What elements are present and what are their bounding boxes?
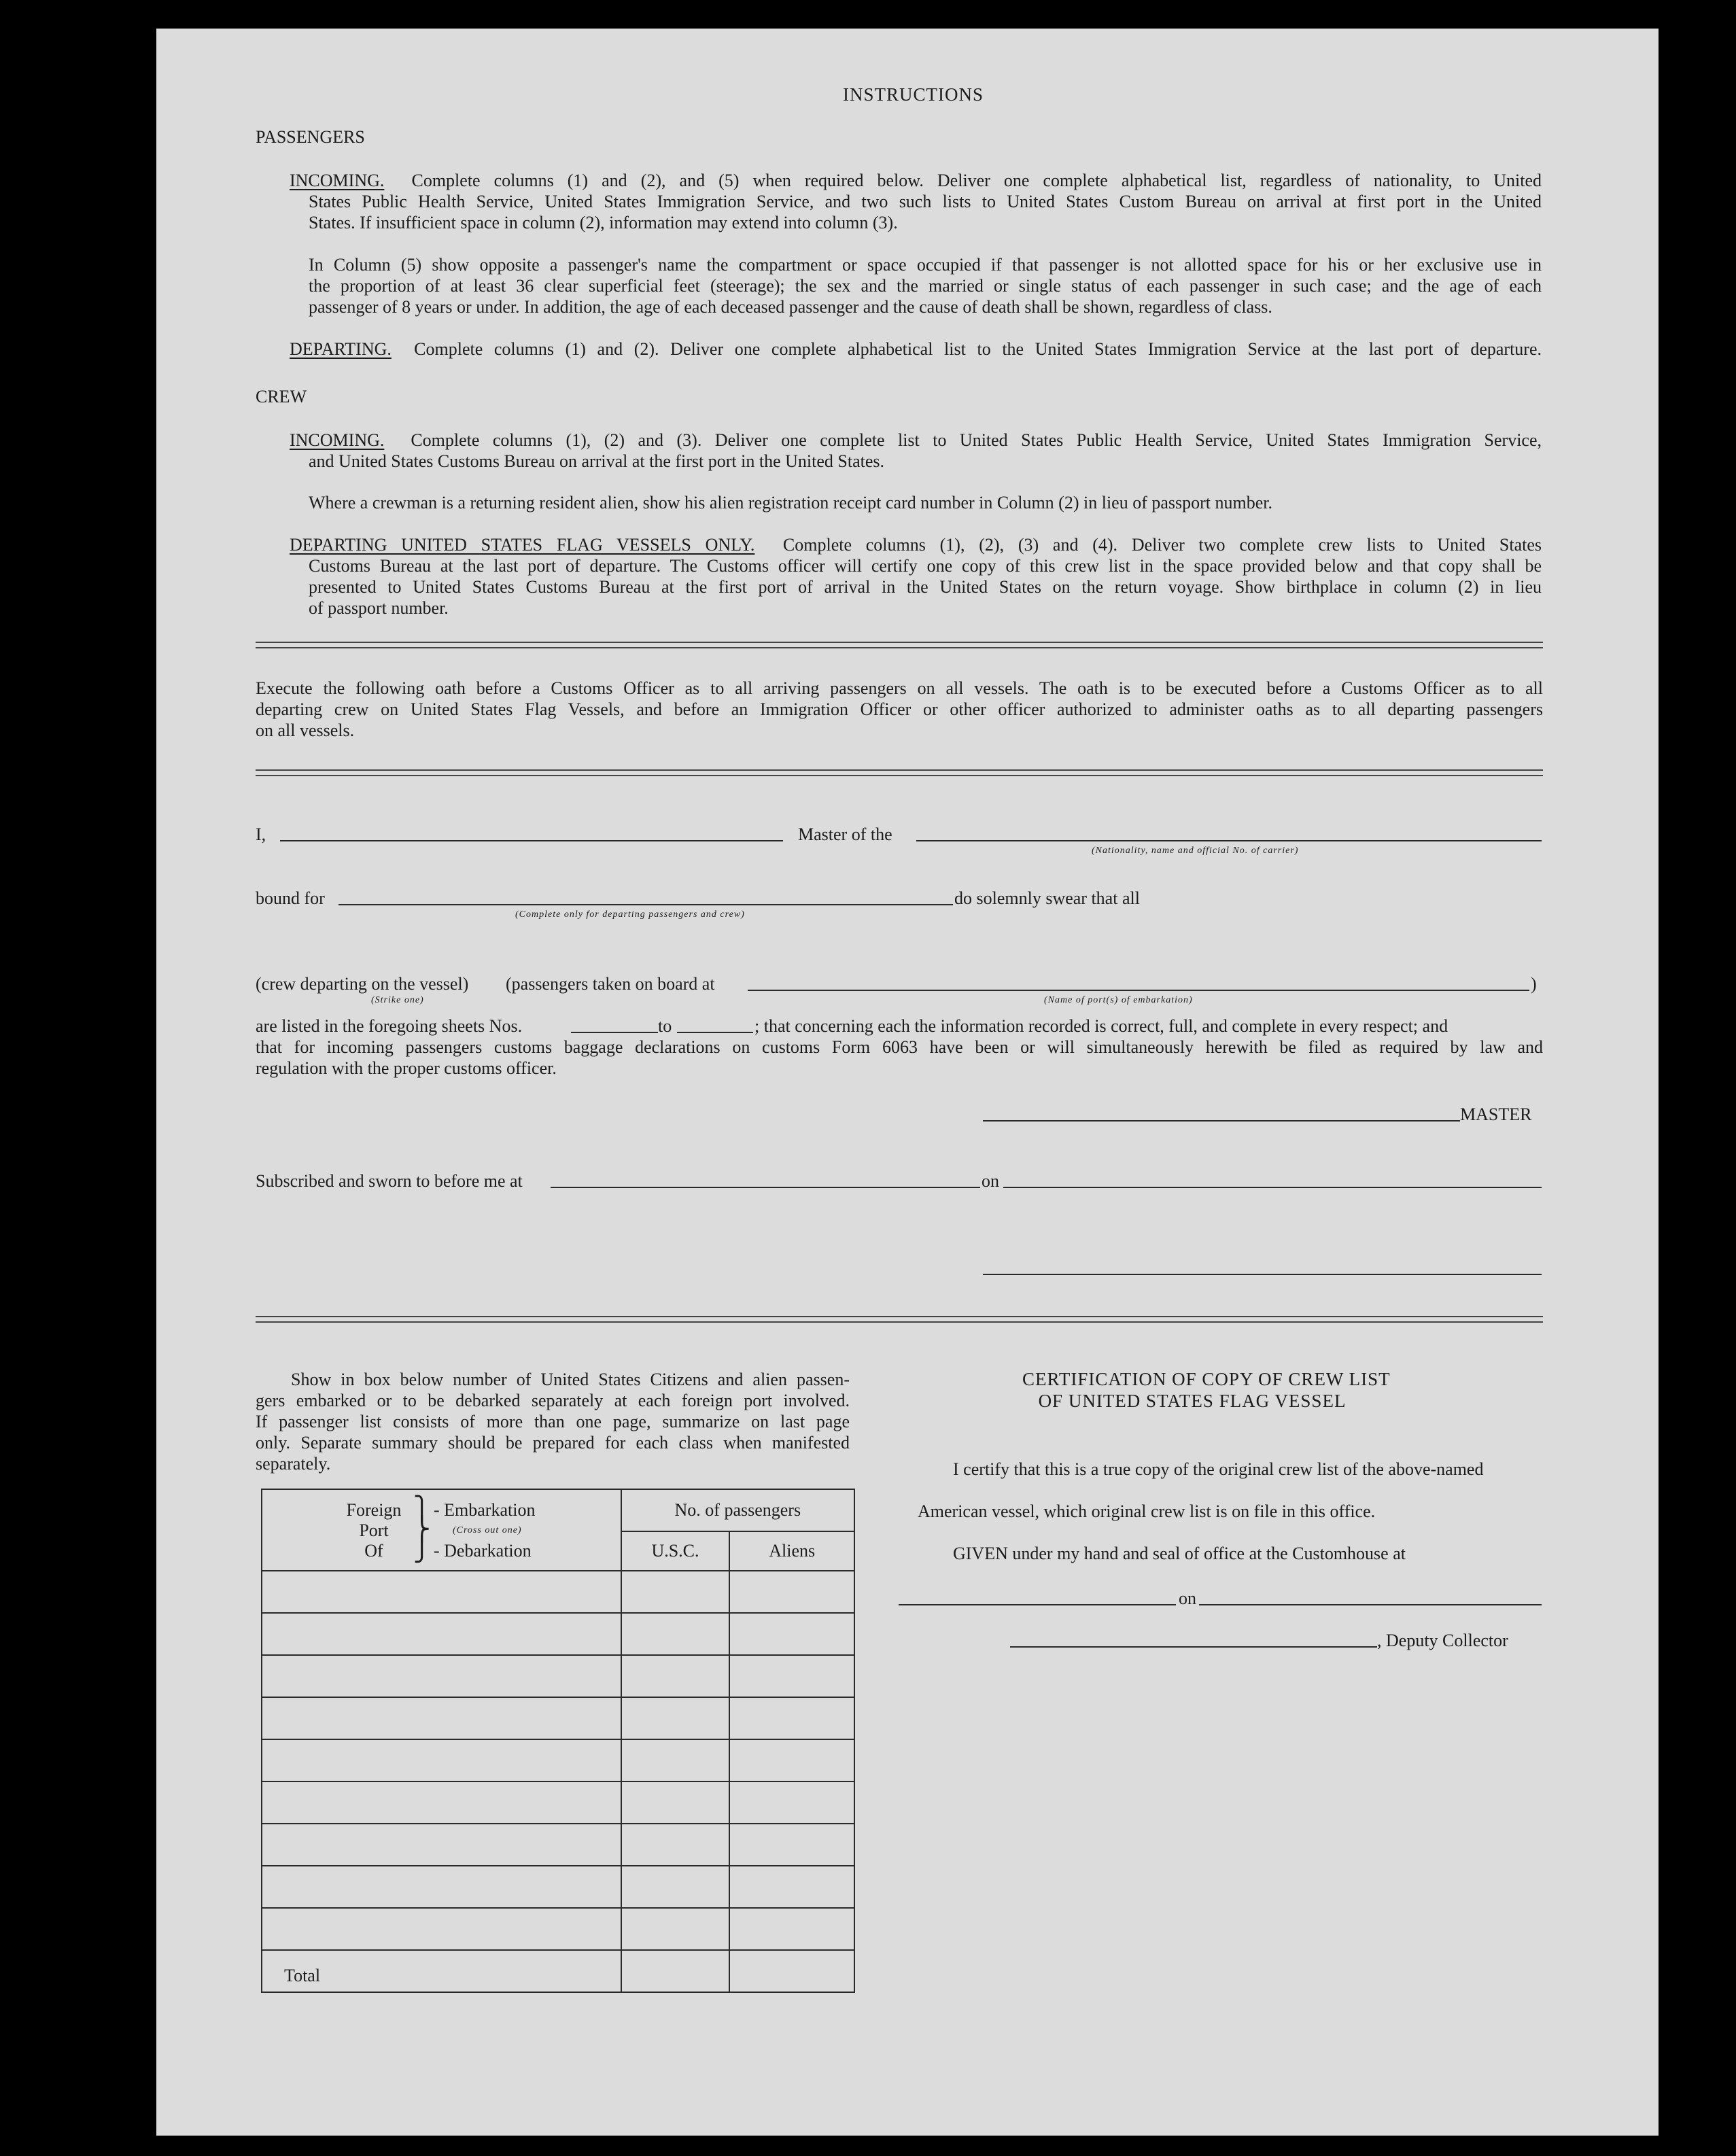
crew-heading: CREW bbox=[256, 387, 307, 406]
certify-line-2: American vessel, which original crew list is on file in this office. bbox=[918, 1501, 1376, 1521]
port-cell[interactable] bbox=[262, 1781, 621, 1824]
sheet-from-field[interactable] bbox=[571, 1032, 658, 1033]
listed-line: regulation with the proper customs officer. bbox=[256, 1058, 557, 1078]
table-row bbox=[262, 1697, 854, 1739]
crew-incoming-cont bbox=[309, 451, 1542, 472]
customhouse-place-field[interactable] bbox=[899, 1604, 1176, 1605]
port-cell[interactable] bbox=[262, 1697, 621, 1739]
port-cell[interactable] bbox=[262, 1613, 621, 1655]
embarkation-port-field[interactable] bbox=[748, 990, 1529, 991]
aliens-cell[interactable] bbox=[729, 1824, 854, 1866]
on-label: on bbox=[982, 1171, 999, 1191]
close-paren: ) bbox=[1531, 974, 1537, 994]
passengers-departing-label: DEPARTING. bbox=[290, 339, 392, 359]
carrier-caption: (Nationality, name and official No. of carrier) bbox=[1092, 846, 1299, 856]
usc-cell[interactable] bbox=[621, 1697, 730, 1739]
column5-line: In Column (5) show opposite a passenger's name the compartment or space occupied if that passenger is not allotted space for his or her exclusive use in bbox=[309, 255, 1542, 275]
listed-continuation: ; that concerning each the information recorded is correct, full, and complete in every respect; and bbox=[754, 1016, 1448, 1036]
crew-departing-line: Complete columns (1), (2), (3) and (4). Deliver two complete crew lists to United States bbox=[782, 535, 1542, 555]
form-sheet bbox=[156, 29, 1659, 2136]
aliens-cell[interactable] bbox=[729, 1571, 854, 1613]
total-row bbox=[262, 1950, 854, 1992]
table-row bbox=[262, 1739, 854, 1781]
passengers-incoming-cont bbox=[309, 191, 1542, 233]
port-cell[interactable] bbox=[262, 1571, 621, 1613]
usc-cell[interactable] bbox=[621, 1655, 730, 1697]
aliens-header: Aliens bbox=[729, 1531, 854, 1571]
total-label: Total bbox=[262, 1950, 621, 1992]
port-header-cell bbox=[262, 1489, 621, 1571]
no-passengers-header: No. of passengers bbox=[621, 1489, 854, 1531]
master-signature-field[interactable] bbox=[983, 1120, 1460, 1122]
crew-departing-label: DEPARTING UNITED STATES FLAG VESSELS ONLY. bbox=[290, 535, 755, 555]
column5-line: the proportion of at least 36 clear superficial feet (steerage); the sex and the married or single status of each passenger in such case; and the age of each bbox=[309, 276, 1542, 296]
sworn-place-field[interactable] bbox=[551, 1187, 980, 1188]
table-row bbox=[262, 1655, 854, 1697]
listed-label: are listed in the foregoing sheets Nos. bbox=[256, 1016, 523, 1036]
embarkation-label[interactable]: - Embarkation bbox=[434, 1500, 536, 1520]
usc-cell[interactable] bbox=[621, 1908, 730, 1950]
crew-returning-text: Where a crewman is a returning resident alien, show his alien registration receipt card number in Column (2) in lieu of passport number. bbox=[309, 493, 1273, 512]
passengers-taken-option: (passengers taken on board at bbox=[506, 974, 715, 994]
usc-cell[interactable] bbox=[621, 1739, 730, 1781]
table-row bbox=[262, 1866, 854, 1908]
aliens-cell[interactable] bbox=[729, 1739, 854, 1781]
certification-title-2: OF UNITED STATES FLAG VESSEL bbox=[1038, 1391, 1347, 1411]
page-title: INSTRUCTIONS bbox=[843, 84, 984, 105]
carrier-field[interactable] bbox=[916, 840, 1542, 841]
column5-instructions bbox=[309, 254, 1542, 317]
oath-intro-line: Execute the following oath before a Customs Officer as to all arriving passengers on all vessels. The oath is to be executed before a Customs Officer as to all bbox=[256, 678, 1543, 698]
aliens-cell[interactable] bbox=[729, 1697, 854, 1739]
deputy-collector-signature-field[interactable] bbox=[1010, 1646, 1377, 1648]
aliens-total-cell[interactable] bbox=[729, 1950, 854, 1992]
passengers-departing-line: Complete columns (1) and (2). Deliver one complete alphabetical list to the United States Immigration Service at the last port of departure. bbox=[414, 339, 1542, 359]
certify-line-3: GIVEN under my hand and seal of office at the Customhouse at bbox=[953, 1544, 1406, 1563]
port-cell[interactable] bbox=[262, 1739, 621, 1781]
to-label: to bbox=[658, 1016, 672, 1036]
oath-intro-line: on all vessels. bbox=[256, 720, 355, 740]
port-cell[interactable] bbox=[262, 1908, 621, 1950]
listed-line: that for incoming passengers customs baggage declarations on customs Form 6063 have been or will simultaneously herewith be filed as required by law and bbox=[256, 1037, 1543, 1057]
passengers-incoming-line: Complete columns (1) and (2), and (5) when required below. Deliver one complete alphabetical list, regardless of nationality, to United bbox=[411, 171, 1542, 190]
passengers-incoming-text bbox=[290, 170, 1542, 191]
bound-for-label: bound for bbox=[256, 888, 325, 908]
port-caption: (Name of port(s) of embarkation) bbox=[1044, 995, 1193, 1005]
sheet-to-field[interactable] bbox=[677, 1032, 753, 1033]
debarkation-label[interactable]: - Debarkation bbox=[434, 1541, 532, 1561]
crew-incoming-line: Complete columns (1), (2) and (3). Deliver one complete list to United States Public Health Service, United States Immigration Service, bbox=[411, 430, 1542, 450]
aliens-cell[interactable] bbox=[729, 1613, 854, 1655]
sworn-date-field[interactable] bbox=[1003, 1187, 1542, 1188]
port-label: Port bbox=[359, 1520, 389, 1540]
certify-line-1: I certify that this is a true copy of the original crew list of the above-named bbox=[953, 1459, 1484, 1479]
oath-intro bbox=[256, 678, 1543, 741]
crew-departing-line: of passport number. bbox=[309, 598, 449, 618]
listed-text bbox=[256, 1037, 1543, 1079]
officer-signature-field[interactable] bbox=[983, 1274, 1542, 1275]
usc-cell[interactable] bbox=[621, 1781, 730, 1824]
crew-departing-line: Customs Bureau at the last port of departure. The Customs officer will certify one copy of this crew list in the space provided below and that copy shall be bbox=[309, 556, 1542, 576]
summary-line: If passenger list consists of more than one page, summarize on last page bbox=[256, 1412, 850, 1431]
foreign-label: Foreign bbox=[346, 1500, 402, 1520]
double-rule bbox=[256, 642, 1543, 648]
crew-departing-text bbox=[290, 534, 1542, 555]
cross-out-caption: (Cross out one) bbox=[453, 1525, 522, 1535]
column5-line: passenger of 8 years or under. In addition, the age of each deceased passenger and the cause of death shall be shown, regardless of class. bbox=[309, 297, 1272, 317]
double-rule bbox=[256, 769, 1543, 776]
aliens-cell[interactable] bbox=[729, 1866, 854, 1908]
double-rule bbox=[256, 1316, 1543, 1323]
summary-instructions bbox=[256, 1369, 850, 1474]
usc-header: U.S.C. bbox=[621, 1531, 730, 1571]
usc-cell[interactable] bbox=[621, 1824, 730, 1866]
brace-icon: ⎭ bbox=[413, 1537, 431, 1563]
port-cell[interactable] bbox=[262, 1866, 621, 1908]
table-row bbox=[262, 1613, 854, 1655]
certification-title-1: CERTIFICATION OF COPY OF CREW LIST bbox=[1022, 1369, 1391, 1389]
bound-caption: (Complete only for departing passengers and crew) bbox=[515, 909, 745, 920]
bound-for-field[interactable] bbox=[338, 904, 953, 905]
passengers-incoming-line: States Public Health Service, United States Immigration Service, and two such lists to United States Custom Bureau on arrival at first port in the United bbox=[309, 192, 1542, 211]
certify-date-field[interactable] bbox=[1199, 1604, 1542, 1605]
crew-departing-line: presented to United States Customs Bureau at the first port of arrival in the United States on the return voyage. Show birthplace in column (2) in lieu bbox=[309, 577, 1542, 597]
table-row bbox=[262, 1908, 854, 1950]
aliens-cell[interactable] bbox=[729, 1655, 854, 1697]
usc-cell[interactable] bbox=[621, 1866, 730, 1908]
usc-cell[interactable] bbox=[621, 1571, 730, 1613]
table-row bbox=[262, 1824, 854, 1866]
table-row bbox=[262, 1571, 854, 1613]
usc-cell[interactable] bbox=[621, 1613, 730, 1655]
aliens-cell[interactable] bbox=[729, 1908, 854, 1950]
crew-departing-option: (crew departing on the vessel) bbox=[256, 974, 469, 994]
port-cell[interactable] bbox=[262, 1655, 621, 1697]
master-label: MASTER bbox=[1460, 1105, 1532, 1124]
passengers-departing-text bbox=[290, 338, 1542, 360]
aliens-cell[interactable] bbox=[729, 1781, 854, 1824]
master-of-label: Master of the bbox=[798, 824, 892, 844]
deputy-collector-label: , Deputy Collector bbox=[1377, 1631, 1508, 1650]
certify-on-label: on bbox=[1179, 1588, 1196, 1608]
passengers-heading: PASSENGERS bbox=[256, 127, 365, 147]
summary-line: only. Separate summary should be prepared for each class when manifested bbox=[256, 1433, 850, 1453]
strike-caption: (Strike one) bbox=[371, 995, 424, 1005]
summary-line: gers embarked or to be debarked separately at each foreign port involved. bbox=[256, 1391, 850, 1410]
usc-total-cell[interactable] bbox=[621, 1950, 730, 1992]
crew-incoming-text bbox=[290, 430, 1542, 451]
passenger-summary-table bbox=[261, 1489, 855, 1993]
brace-icon: ⎫ bbox=[413, 1497, 431, 1522]
swear-label: do solemnly swear that all bbox=[954, 888, 1140, 908]
of-label: Of bbox=[364, 1541, 383, 1561]
summary-line: Show in box below number of United States Citizens and alien passen- bbox=[291, 1370, 850, 1389]
oath-i-label: I, bbox=[256, 824, 266, 844]
table-row bbox=[262, 1781, 854, 1824]
master-name-field[interactable] bbox=[280, 840, 783, 841]
port-cell[interactable] bbox=[262, 1824, 621, 1866]
oath-intro-line: departing crew on United States Flag Vessels, and before an Immigration Officer or other officer authorized to administer oaths as to all departing passengers bbox=[256, 699, 1543, 719]
crew-incoming-label: INCOMING. bbox=[290, 430, 385, 450]
subscribed-label: Subscribed and sworn to before me at bbox=[256, 1171, 523, 1191]
crew-incoming-line: and United States Customs Bureau on arrival at the first port in the United States. bbox=[309, 451, 885, 471]
brace-icon: ⎬ bbox=[413, 1517, 431, 1542]
passengers-incoming-line: States. If insufficient space in column (2), information may extend into column (3). bbox=[309, 213, 898, 232]
crew-departing-cont bbox=[309, 555, 1542, 619]
summary-line: separately. bbox=[256, 1454, 331, 1474]
passengers-incoming-label: INCOMING. bbox=[290, 171, 385, 190]
